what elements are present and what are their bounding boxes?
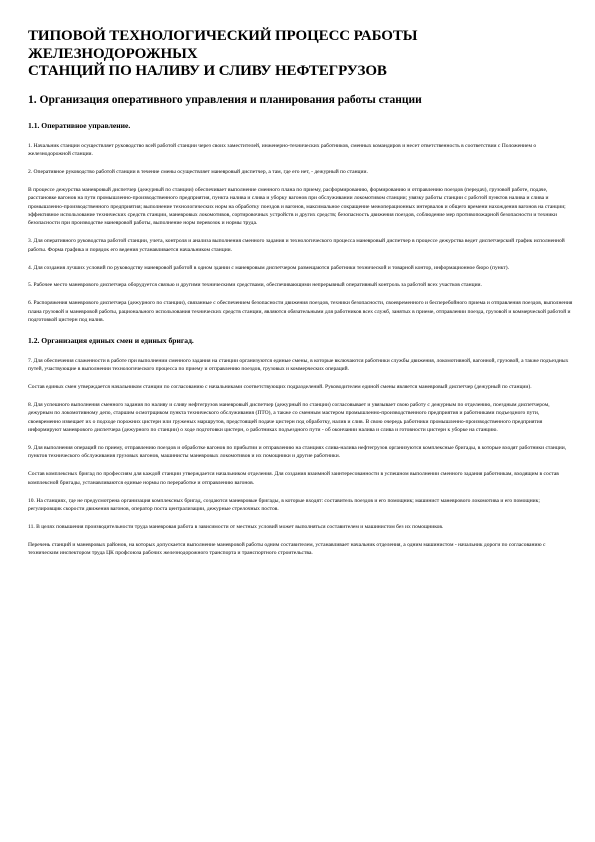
document-title-line: ЖЕЛЕЗНОДОРОЖНЫХ <box>28 45 198 62</box>
paragraph: В процессе дежурства маневровый диспетчер (дежурный по станции) обеспечивает выполнение сменного плана по приему, расформированию, формированию и отправлению поездов (передач), грузовой работе, подаче, расстановке вагонов на пути промышленно-производственного предприятия, пункта налива и слива и уборку вагонов при обслуживании локомотивом станции; увязку работы станции с работой пунктов налива и слива и промышленно-производственного предприятия; выполнение технологических норм на обработку поездов и вагонов, максимальное сокращение межоперационных интервалов и общего времени нахождения вагонов на станции; эффективное использование технических средств станции, маневровых локомотивов, сортировочных устройств и других средств; безопасность движения поездов, соблюдение мер противопожарной безопасности и техники безопасности при производстве маневровой работы, выполнение норм перевозок и нормы труда. <box>28 186 566 227</box>
paragraph: 6. Распоряжения маневрового диспетчера (дежурного по станции), связанные с обеспечением безопасности движения поездов, техники безопасности, своевременного и бесперебойного приема и отправления поездов, выполнения плана грузовой и маневровой работы, рационального использования технических средств станции, являются обязательными для работников всех служб, занятых в приеме, отправлении поезда, грузовой и коммерческой работой и подготовкой цистерн под налив. <box>28 300 573 324</box>
paragraph: 5. Рабочее место маневрового диспетчера оборудуется связью и другими техническими средствами, обеспечивающими непрерывный оперативный контроль за работой всех участков станции. <box>28 282 482 289</box>
document-title-line: ТИПОВОЙ ТЕХНОЛОГИЧЕСКИЙ ПРОЦЕСС РАБОТЫ <box>28 28 418 44</box>
paragraph: Состав комплексных бригад по профессиям для каждой станции утверждается начальником отделения. Для создания взаимной заинтересованности в успешном выполнении сменного задания работникам, входящим в состав комплексной бригады, устанавливаются единые нормы по переработке и отправлению вагонов. <box>28 471 559 486</box>
paragraph: 7. Для обеспечения слаженности в работе при выполнении сменного задания на станции организуются единые смены, в которые включаются работники службы движения, локомотивной, вагонной, грузовой, а также подъездных путей, участвующие в выполнении технологического процесса по приему и отправлению поездов, грузовых и коммерческих операций. <box>28 357 569 372</box>
subsection-1-1-heading: 1.1. Оперативное управление. <box>28 120 131 130</box>
paragraph: Состав единых смен утверждается начальником станции по согласованию с начальниками соответствующих подразделений. Руководителем единой смены является маневровый диспетчер (дежурный по станции). <box>28 383 532 390</box>
paragraph: 3. Для оперативного руководства работой станции, учета, контроля и анализа выполнения сменного задания и технологического процесса маневровый диспетчер в процессе дежурства ведет диспетчерский график исполненной работы. Форма графика и порядок его ведения устанавливается начальником станции. <box>28 238 565 253</box>
paragraph: 2. Оперативное руководство работой станции в течение смены осуществляет маневровый диспетчер, а там, где его нет, - дежурный по станции. <box>28 168 368 175</box>
paragraph: 10. На станциях, где не предусмотрена организация комплексных бригад, создаются маневровые бригады, в которые входят: составитель поездов и его помощник; машинист маневрового локомотива и его помощник; регулировщик скорости движения вагонов, оператор поста централизации, дежурные стрелочных постов. <box>28 497 540 512</box>
paragraph: 8. Для успешного выполнения сменного задания по наливу и сливу нефтегрузов маневровый диспетчер (дежурный по станции) согласовывает и увязывает свою работу с дежурным по отделению, поездным диспетчером, дежурным по локомотивному депо, старшим осмотрщиком пункта технического обслуживания (ПТО), а также со сменным мастером промышленно-производственного предприятия и работниками подъездного пути, своевременно извещает их о подходе порожних цистерн или груженых маршрутов, предстоящей подаче цистерн под обработку, налив и слив. В свою очередь работники промышленно-производственного предприятия информируют маневрового диспетчера (дежурного по станции) о ходе подготовки цистерн, о работниках подъездного пути - об окончании налива и слива и готовности цистерн к уборке на станцию. <box>28 401 550 434</box>
paragraph: 4. Для создания лучших условий по руководству маневровой работой в одном здании с маневровым диспетчером размещаются работники технической и товарной контор, информационное бюро (пункт). <box>28 264 509 271</box>
paragraph: 9. Для выполнения операций по приему, отправлению поездов и обработке вагонов по прибытии и отправлению на станциях слива-налива нефтегрузов организуются комплексные бригады, в которые входят работники станции, пунктов технического обслуживания грузовых вагонов, машинисты маневровых локомотивов и их помощники и другие работники. <box>28 444 567 460</box>
subsection-1-2-heading: 1.2. Организация единых смен и единых бригад. <box>28 335 194 345</box>
section-1-heading: 1. Организация оперативного управления и планирования работы станции <box>28 93 422 106</box>
document-title-line: СТАНЦИЙ ПО НАЛИВУ И СЛИВУ НЕФТЕГРУЗОВ <box>28 63 387 79</box>
paragraph: 1. Начальник станции осуществляет руководство всей работой станции через своих заместителей, инженерно-технических работников, сменных командиров и несет ответственность в соответствии с Положением о железнодорожной станции. <box>28 142 537 157</box>
paragraph: 11. В целях повышения производительности труда маневровая работа в зависимости от местных условий может выполняться составителем и машинистом без их помощников. <box>28 523 444 530</box>
document-title <box>28 28 573 81</box>
paragraph: Перечень станций и маневровых районов, на которых допускается выполнение маневровой работы одним составителем, устанавливает начальник отделения, а одним машинистом - начальник дороги по согласованию с техническим инспектором труда ЦК профсоюза рабочих железнодорожного транспорта и транспортного строительства. <box>28 541 546 557</box>
